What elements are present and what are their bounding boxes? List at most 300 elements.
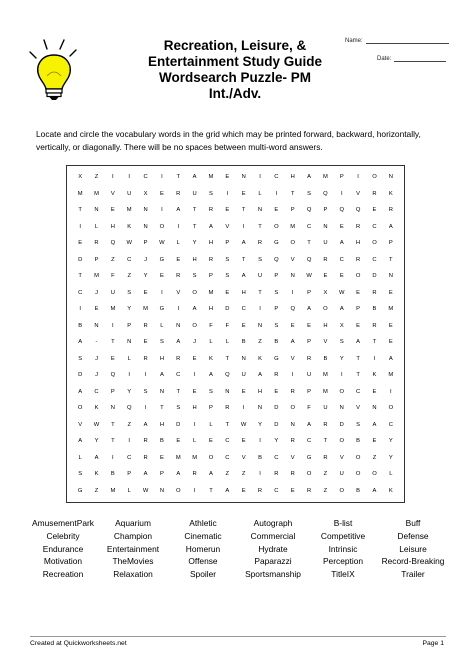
grid-cell[interactable]: W — [93, 421, 100, 428]
grid-cell[interactable]: E — [159, 273, 164, 280]
grid-cell[interactable]: O — [77, 405, 83, 412]
grid-cell[interactable]: I — [144, 372, 147, 379]
grid-cell[interactable]: L — [176, 240, 180, 247]
grid-cell[interactable]: E — [388, 322, 393, 329]
grid-cell[interactable]: X — [339, 322, 344, 329]
grid-cell[interactable]: A — [78, 339, 83, 346]
grid-cell[interactable]: B — [323, 355, 328, 362]
grid-cell[interactable]: S — [307, 190, 311, 197]
grid-cell[interactable]: I — [193, 421, 196, 428]
grid-cell[interactable]: N — [323, 223, 328, 230]
grid-cell[interactable]: O — [208, 454, 214, 461]
grid-cell[interactable]: H — [356, 240, 361, 247]
grid-cell[interactable]: V — [290, 454, 295, 461]
grid-cell[interactable]: E — [78, 240, 83, 247]
grid-cell[interactable]: O — [355, 454, 361, 461]
grid-cell[interactable]: S — [176, 405, 181, 412]
grid-cell[interactable]: O — [339, 438, 345, 445]
grid-cell[interactable]: E — [176, 256, 181, 263]
grid-cell[interactable]: Q — [274, 256, 279, 263]
grid-cell[interactable]: M — [126, 207, 132, 214]
grid-cell[interactable]: P — [209, 273, 213, 280]
grid-cell[interactable]: E — [388, 289, 393, 296]
grid-cell[interactable]: X — [78, 174, 83, 181]
grid-cell[interactable]: T — [209, 487, 213, 494]
grid-cell[interactable]: H — [110, 223, 115, 230]
grid-cell[interactable]: N — [225, 388, 230, 395]
grid-cell[interactable]: N — [257, 207, 263, 214]
grid-cell[interactable]: R — [176, 273, 181, 280]
grid-cell[interactable]: I — [242, 405, 245, 412]
grid-cell[interactable]: P — [127, 322, 132, 329]
grid-cell[interactable]: P — [307, 339, 311, 346]
grid-cell[interactable]: R — [356, 223, 361, 230]
grid-cell[interactable]: U — [323, 405, 328, 412]
grid-cell[interactable]: R — [176, 190, 181, 197]
grid-cell[interactable]: E — [356, 289, 361, 296]
grid-cell[interactable]: F — [111, 273, 115, 280]
grid-cell[interactable]: U — [323, 240, 328, 247]
grid-cell[interactable]: B — [356, 487, 361, 494]
grid-cell[interactable]: T — [290, 190, 295, 197]
grid-cell[interactable]: E — [356, 322, 361, 329]
grid-cell[interactable]: Y — [127, 306, 132, 313]
grid-cell[interactable]: M — [388, 372, 394, 379]
grid-cell[interactable]: V — [339, 454, 344, 461]
grid-cell[interactable]: R — [143, 355, 148, 362]
grid-cell[interactable]: I — [259, 438, 261, 445]
grid-cell[interactable]: E — [372, 438, 377, 445]
grid-cell[interactable]: H — [192, 256, 197, 263]
grid-cell[interactable]: S — [127, 289, 132, 296]
grid-cell[interactable]: S — [258, 256, 262, 263]
grid-cell[interactable]: N — [372, 405, 377, 412]
grid-cell[interactable]: I — [128, 174, 131, 181]
grid-cell[interactable]: E — [323, 273, 328, 280]
grid-cell[interactable]: N — [110, 405, 115, 412]
grid-cell[interactable]: A — [388, 355, 393, 362]
grid-cell[interactable]: J — [193, 339, 197, 346]
grid-cell[interactable]: P — [290, 207, 295, 214]
grid-cell[interactable]: N — [94, 207, 99, 214]
grid-cell[interactable]: R — [323, 454, 328, 461]
grid-cell[interactable]: Z — [94, 487, 99, 494]
grid-cell[interactable]: A — [78, 438, 83, 445]
grid-cell[interactable]: V — [225, 223, 230, 230]
grid-cell[interactable]: A — [209, 223, 213, 230]
grid-cell[interactable]: U — [127, 190, 132, 197]
grid-cell[interactable]: A — [192, 174, 197, 181]
grid-cell[interactable]: G — [159, 306, 165, 313]
grid-cell[interactable]: V — [241, 454, 246, 461]
grid-cell[interactable]: D — [225, 306, 230, 313]
grid-cell[interactable]: R — [372, 289, 377, 296]
grid-cell[interactable]: P — [159, 471, 164, 478]
grid-cell[interactable]: E — [209, 438, 213, 445]
grid-cell[interactable]: I — [193, 487, 196, 494]
grid-cell[interactable]: H — [208, 306, 214, 313]
grid-cell[interactable]: O — [355, 471, 361, 478]
grid-cell[interactable]: O — [323, 306, 328, 313]
grid-cell[interactable]: H — [192, 405, 197, 412]
grid-cell[interactable]: U — [257, 273, 263, 280]
grid-cell[interactable]: V — [356, 405, 361, 412]
grid-cell[interactable]: R — [323, 421, 328, 428]
grid-cell[interactable]: E — [143, 339, 148, 346]
grid-cell[interactable]: D — [274, 405, 279, 412]
grid-cell[interactable]: Q — [110, 240, 116, 247]
grid-cell[interactable]: I — [259, 471, 261, 478]
grid-cell[interactable]: O — [339, 487, 345, 494]
grid-cell[interactable]: A — [192, 306, 197, 313]
grid-cell[interactable]: Q — [290, 306, 295, 313]
grid-cell[interactable]: T — [307, 240, 311, 247]
grid-cell[interactable]: A — [372, 487, 377, 494]
grid-cell[interactable]: Y — [143, 273, 148, 280]
grid-cell[interactable]: J — [95, 289, 98, 296]
grid-cell[interactable]: T — [225, 421, 230, 428]
grid-cell[interactable]: E — [225, 207, 230, 214]
grid-cell[interactable]: M — [110, 306, 116, 313]
grid-cell[interactable]: P — [274, 306, 279, 313]
grid-cell[interactable]: C — [241, 306, 246, 313]
grid-cell[interactable]: N — [241, 355, 246, 362]
grid-cell[interactable]: T — [356, 372, 360, 379]
grid-cell[interactable]: S — [225, 273, 230, 280]
grid-cell[interactable]: U — [241, 372, 246, 379]
grid-cell[interactable]: C — [274, 174, 279, 181]
grid-cell[interactable]: C — [78, 289, 83, 296]
grid-cell[interactable]: E — [192, 355, 197, 362]
grid-cell[interactable]: B — [258, 454, 262, 461]
grid-cell[interactable]: - — [95, 339, 98, 346]
grid-cell[interactable]: R — [176, 355, 181, 362]
grid-cell[interactable]: N — [257, 405, 263, 412]
grid-cell[interactable]: L — [127, 487, 131, 494]
grid-cell[interactable]: I — [390, 388, 392, 395]
date-field[interactable] — [377, 55, 446, 62]
grid-cell[interactable]: I — [128, 438, 131, 445]
name-field[interactable] — [345, 37, 449, 44]
grid-cell[interactable]: Z — [127, 421, 131, 428]
grid-cell[interactable]: A — [258, 372, 262, 379]
grid-cell[interactable]: S — [143, 388, 148, 395]
grid-cell[interactable]: L — [160, 322, 164, 329]
grid-cell[interactable]: C — [225, 438, 230, 445]
grid-cell[interactable]: O — [355, 273, 361, 280]
grid-cell[interactable]: E — [225, 289, 230, 296]
grid-cell[interactable]: Q — [355, 207, 361, 214]
grid-cell[interactable]: Y — [339, 355, 344, 362]
grid-cell[interactable]: R — [257, 487, 263, 494]
grid-cell[interactable]: E — [143, 289, 148, 296]
grid-cell[interactable]: T — [356, 355, 360, 362]
grid-cell[interactable]: A — [241, 240, 246, 247]
grid-cell[interactable]: M — [143, 306, 148, 313]
grid-cell[interactable]: M — [77, 190, 83, 197]
grid-cell[interactable]: E — [241, 388, 246, 395]
grid-cell[interactable]: A — [176, 207, 181, 214]
grid-cell[interactable]: O — [306, 471, 312, 478]
grid-cell[interactable]: A — [307, 421, 311, 428]
grid-cell[interactable]: M — [110, 487, 116, 494]
grid-cell[interactable]: G — [274, 240, 279, 247]
grid-cell[interactable]: O — [372, 174, 377, 181]
grid-cell[interactable]: V — [176, 289, 181, 296]
grid-cell[interactable]: C — [127, 454, 132, 461]
grid-cell[interactable]: I — [357, 174, 359, 181]
grid-cell[interactable]: T — [241, 256, 246, 263]
grid-cell[interactable]: I — [128, 372, 131, 379]
grid-cell[interactable]: O — [372, 471, 377, 478]
grid-cell[interactable]: D — [176, 421, 181, 428]
grid-cell[interactable]: U — [339, 471, 344, 478]
grid-cell[interactable]: A — [159, 372, 164, 379]
grid-cell[interactable]: E — [159, 190, 164, 197]
grid-cell[interactable]: S — [209, 190, 213, 197]
grid-cell[interactable]: T — [241, 207, 246, 214]
grid-cell[interactable]: N — [388, 174, 393, 181]
grid-cell[interactable]: I — [373, 355, 376, 362]
grid-cell[interactable]: O — [290, 405, 295, 412]
grid-cell[interactable]: E — [274, 388, 279, 395]
grid-cell[interactable]: C — [274, 487, 279, 494]
grid-cell[interactable]: N — [94, 322, 99, 329]
grid-cell[interactable]: C — [339, 256, 344, 263]
grid-cell[interactable]: N — [127, 339, 132, 346]
grid-cell[interactable]: S — [159, 339, 164, 346]
grid-cell[interactable]: F — [209, 322, 213, 329]
grid-cell[interactable]: Q — [306, 207, 312, 214]
grid-cell[interactable]: A — [209, 471, 213, 478]
grid-cell[interactable]: T — [111, 421, 115, 428]
grid-cell[interactable]: H — [159, 421, 165, 428]
grid-cell[interactable]: A — [356, 339, 361, 346]
grid-cell[interactable]: V — [290, 256, 295, 263]
grid-cell[interactable]: M — [94, 273, 99, 280]
grid-cell[interactable]: A — [307, 174, 311, 181]
grid-cell[interactable]: K — [258, 355, 262, 362]
grid-cell[interactable]: A — [339, 306, 344, 313]
grid-cell[interactable]: T — [176, 388, 181, 395]
grid-cell[interactable]: C — [225, 454, 230, 461]
grid-cell[interactable]: S — [209, 388, 213, 395]
grid-cell[interactable]: C — [176, 372, 181, 379]
grid-cell[interactable]: A — [176, 471, 181, 478]
grid-cell[interactable]: L — [78, 454, 82, 461]
grid-cell[interactable]: A — [143, 471, 148, 478]
grid-cell[interactable]: R — [257, 240, 263, 247]
grid-cell[interactable]: K — [94, 405, 99, 412]
grid-cell[interactable]: E — [192, 388, 197, 395]
grid-cell[interactable]: R — [143, 322, 148, 329]
grid-cell[interactable]: P — [127, 471, 132, 478]
grid-cell[interactable]: I — [161, 289, 163, 296]
date-line[interactable] — [394, 55, 446, 62]
grid-cell[interactable]: Z — [94, 174, 99, 181]
grid-cell[interactable]: R — [290, 388, 295, 395]
grid-cell[interactable]: E — [339, 273, 344, 280]
grid-cell[interactable]: R — [225, 405, 230, 412]
grid-cell[interactable]: T — [323, 438, 328, 445]
grid-cell[interactable]: Y — [274, 438, 279, 445]
grid-cell[interactable]: E — [241, 438, 246, 445]
grid-cell[interactable]: D — [339, 421, 344, 428]
grid-cell[interactable]: E — [225, 174, 230, 181]
grid-cell[interactable]: I — [161, 174, 163, 181]
grid-cell[interactable]: Y — [94, 438, 99, 445]
grid-cell[interactable]: P — [307, 388, 311, 395]
grid-cell[interactable]: R — [290, 438, 295, 445]
grid-cell[interactable]: Z — [258, 339, 262, 346]
grid-cell[interactable]: I — [259, 174, 261, 181]
grid-cell[interactable]: R — [143, 454, 148, 461]
grid-cell[interactable]: G — [77, 487, 83, 494]
grid-cell[interactable]: L — [209, 421, 213, 428]
grid-cell[interactable]: R — [192, 471, 197, 478]
grid-cell[interactable]: Q — [339, 207, 345, 214]
grid-cell[interactable]: C — [274, 454, 279, 461]
grid-cell[interactable]: W — [339, 289, 345, 296]
grid-cell[interactable]: E — [307, 322, 311, 329]
grid-cell[interactable]: T — [258, 289, 262, 296]
grid-cell[interactable]: V — [356, 190, 361, 197]
grid-cell[interactable]: L — [225, 339, 229, 346]
grid-cell[interactable]: J — [95, 372, 98, 379]
grid-cell[interactable]: N — [290, 421, 295, 428]
grid-cell[interactable]: C — [372, 256, 377, 263]
grid-cell[interactable]: R — [388, 207, 393, 214]
grid-cell[interactable]: E — [339, 223, 344, 230]
grid-cell[interactable]: A — [241, 273, 246, 280]
grid-cell[interactable]: S — [356, 421, 361, 428]
grid-cell[interactable]: E — [110, 355, 115, 362]
grid-cell[interactable]: P — [339, 174, 344, 181]
grid-cell[interactable]: K — [209, 355, 213, 362]
grid-cell[interactable]: Z — [111, 256, 115, 263]
grid-cell[interactable]: K — [388, 487, 393, 494]
grid-cell[interactable]: O — [192, 289, 197, 296]
grid-cell[interactable]: Z — [225, 471, 230, 478]
grid-cell[interactable]: E — [159, 454, 164, 461]
grid-cell[interactable]: P — [143, 240, 148, 247]
grid-cell[interactable]: V — [290, 355, 295, 362]
grid-cell[interactable]: E — [94, 306, 99, 313]
grid-cell[interactable]: C — [127, 256, 132, 263]
grid-cell[interactable]: M — [208, 289, 214, 296]
grid-cell[interactable]: R — [372, 190, 377, 197]
grid-cell[interactable]: M — [388, 306, 394, 313]
grid-cell[interactable]: A — [388, 223, 393, 230]
grid-cell[interactable]: H — [323, 322, 328, 329]
grid-cell[interactable]: A — [143, 421, 148, 428]
grid-cell[interactable]: H — [241, 289, 246, 296]
grid-cell[interactable]: R — [306, 487, 312, 494]
grid-cell[interactable]: Y — [388, 438, 393, 445]
grid-cell[interactable]: P — [323, 207, 328, 214]
grid-cell[interactable]: G — [159, 256, 165, 263]
grid-cell[interactable]: O — [192, 322, 197, 329]
grid-cell[interactable]: W — [126, 240, 132, 247]
grid-cell[interactable]: N — [159, 388, 165, 395]
grid-cell[interactable]: I — [193, 372, 196, 379]
grid-cell[interactable]: E — [290, 487, 295, 494]
grid-cell[interactable]: S — [78, 471, 83, 478]
grid-cell[interactable]: Y — [388, 454, 393, 461]
grid-cell[interactable]: A — [176, 339, 181, 346]
grid-cell[interactable]: R — [274, 471, 279, 478]
grid-cell[interactable]: E — [241, 190, 246, 197]
grid-cell[interactable]: L — [209, 339, 213, 346]
grid-cell[interactable]: P — [307, 289, 311, 296]
grid-cell[interactable]: M — [175, 454, 181, 461]
grid-cell[interactable]: Y — [258, 421, 262, 428]
grid-cell[interactable]: S — [225, 256, 230, 263]
grid-cell[interactable]: O — [176, 487, 181, 494]
grid-cell[interactable]: O — [274, 223, 279, 230]
grid-cell[interactable]: K — [127, 223, 132, 230]
grid-cell[interactable]: W — [240, 421, 247, 428]
grid-cell[interactable]: M — [323, 174, 328, 181]
grid-cell[interactable]: T — [111, 339, 115, 346]
grid-cell[interactable]: J — [144, 256, 148, 263]
grid-cell[interactable]: M — [192, 454, 198, 461]
grid-cell[interactable]: R — [208, 207, 214, 214]
grid-cell[interactable]: M — [323, 372, 328, 379]
grid-cell[interactable]: Y — [127, 388, 132, 395]
grid-cell[interactable]: V — [110, 190, 115, 197]
grid-cell[interactable]: Y — [192, 240, 197, 247]
grid-cell[interactable]: A — [225, 487, 230, 494]
grid-cell[interactable]: O — [290, 240, 295, 247]
grid-cell[interactable]: H — [159, 355, 165, 362]
grid-cell[interactable]: T — [258, 223, 262, 230]
grid-cell[interactable]: N — [143, 223, 148, 230]
grid-cell[interactable]: Q — [225, 372, 230, 379]
grid-cell[interactable]: A — [290, 339, 295, 346]
grid-cell[interactable]: B — [110, 471, 115, 478]
grid-cell[interactable]: O — [339, 388, 345, 395]
grid-cell[interactable]: P — [274, 273, 279, 280]
grid-cell[interactable]: P — [388, 240, 393, 247]
grid-cell[interactable]: I — [259, 306, 261, 313]
grid-cell[interactable]: V — [78, 421, 83, 428]
grid-cell[interactable]: C — [306, 223, 312, 230]
name-line[interactable] — [366, 37, 449, 44]
grid-cell[interactable]: W — [142, 487, 149, 494]
grid-cell[interactable]: R — [290, 471, 295, 478]
grid-cell[interactable]: A — [209, 372, 213, 379]
grid-cell[interactable]: O — [159, 223, 165, 230]
grid-cell[interactable]: R — [208, 256, 214, 263]
grid-cell[interactable]: D — [274, 421, 279, 428]
grid-cell[interactable]: K — [372, 372, 377, 379]
grid-cell[interactable]: B — [356, 438, 361, 445]
grid-cell[interactable]: I — [226, 190, 229, 197]
grid-cell[interactable]: Q — [306, 256, 312, 263]
grid-cell[interactable]: K — [94, 471, 99, 478]
grid-cell[interactable]: E — [372, 207, 377, 214]
grid-cell[interactable]: R — [94, 240, 99, 247]
grid-cell[interactable]: I — [340, 190, 343, 197]
grid-cell[interactable]: A — [78, 388, 83, 395]
grid-cell[interactable]: B — [78, 322, 83, 329]
grid-cell[interactable]: P — [225, 240, 230, 247]
grid-cell[interactable]: A — [339, 240, 344, 247]
grid-cell[interactable]: B — [241, 339, 246, 346]
grid-cell[interactable]: U — [306, 372, 312, 379]
grid-cell[interactable]: U — [192, 190, 197, 197]
